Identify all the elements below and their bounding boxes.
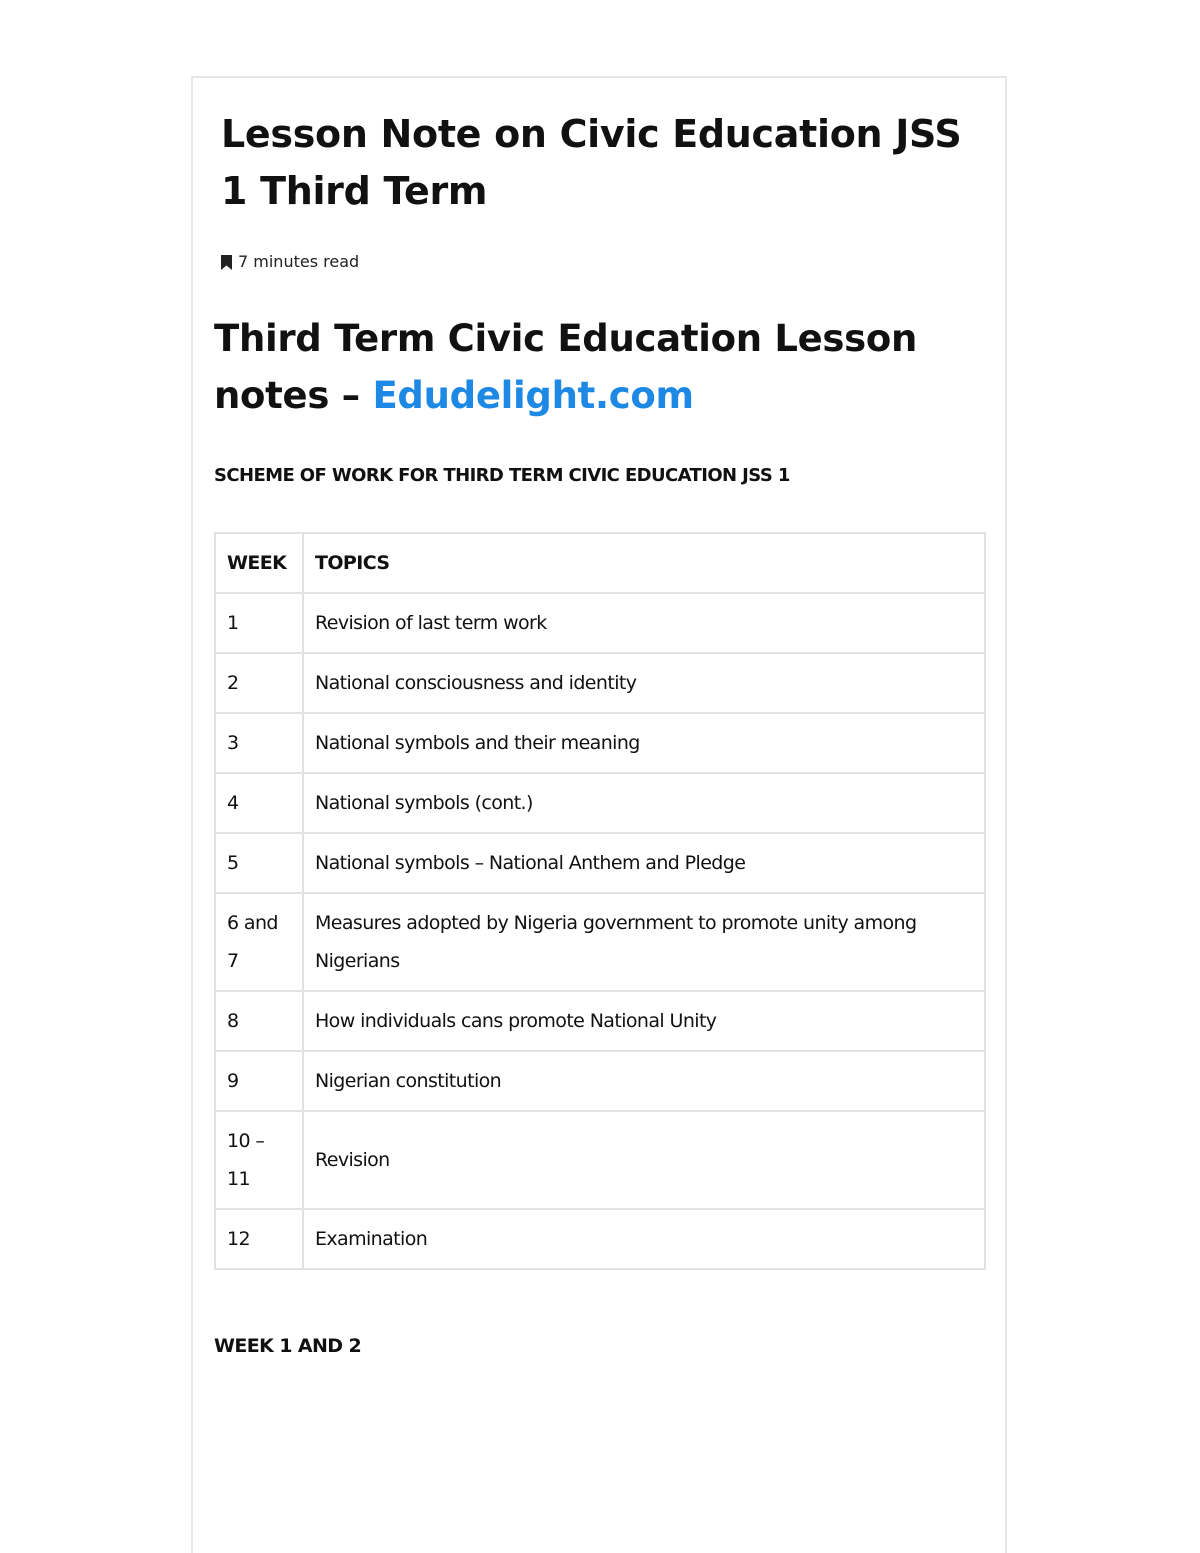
read-time-meta — [221, 250, 359, 274]
week-cell: 5 — [215, 833, 303, 893]
column-header-topics: TOPICS — [303, 533, 985, 593]
section-title-text: Third Term Civic Education Lesson notes – — [214, 317, 918, 417]
week-cell: 6 and 7 — [215, 893, 303, 991]
topic-cell: National symbols – National Anthem and Pledge — [303, 833, 985, 893]
topic-cell: Nigerian constitution — [303, 1051, 985, 1111]
topic-cell: National consciousness and identity — [303, 653, 985, 713]
table-row — [215, 773, 985, 833]
week-heading: WEEK 1 AND 2 — [214, 1335, 362, 1357]
topic-cell: Examination — [303, 1209, 985, 1269]
table-row — [215, 1051, 985, 1111]
topic-cell: National symbols and their meaning — [303, 713, 985, 773]
post-title: Lesson Note on Civic Education JSS 1 Third Term — [221, 112, 962, 213]
topic-cell: Revision of last term work — [303, 593, 985, 653]
table-row — [215, 1111, 985, 1209]
table-row — [215, 653, 985, 713]
table-row — [215, 713, 985, 773]
week-cell: 3 — [215, 713, 303, 773]
scheme-heading: SCHEME OF WORK FOR THIRD TERM CIVIC EDUCATION JSS 1 — [214, 465, 790, 486]
week-cell: 8 — [215, 991, 303, 1051]
week-cell: 9 — [215, 1051, 303, 1111]
topic-cell: How individuals cans promote National Unity — [303, 991, 985, 1051]
table-row — [215, 1209, 985, 1269]
topic-cell: Measures adopted by Nigeria government to promote unity among Nigerians — [303, 893, 985, 991]
week-cell: 1 — [215, 593, 303, 653]
week-cell: 4 — [215, 773, 303, 833]
topic-cell: Revision — [303, 1111, 985, 1209]
column-header-week: WEEK — [215, 533, 303, 593]
table-row — [215, 991, 985, 1051]
topic-cell: National symbols (cont.) — [303, 773, 985, 833]
read-time-label: 7 minutes read — [238, 252, 360, 271]
table-row — [215, 893, 985, 991]
table-row — [215, 833, 985, 893]
scheme-table — [214, 532, 986, 1270]
week-cell: 2 — [215, 653, 303, 713]
table-header-row — [215, 533, 985, 593]
section-title — [214, 310, 994, 424]
week-cell: 12 — [215, 1209, 303, 1269]
edudelight-link[interactable]: Edudelight.com — [372, 374, 694, 417]
table-row — [215, 593, 985, 653]
week-cell: 10 – 11 — [215, 1111, 303, 1209]
bookmark-icon — [221, 255, 232, 270]
